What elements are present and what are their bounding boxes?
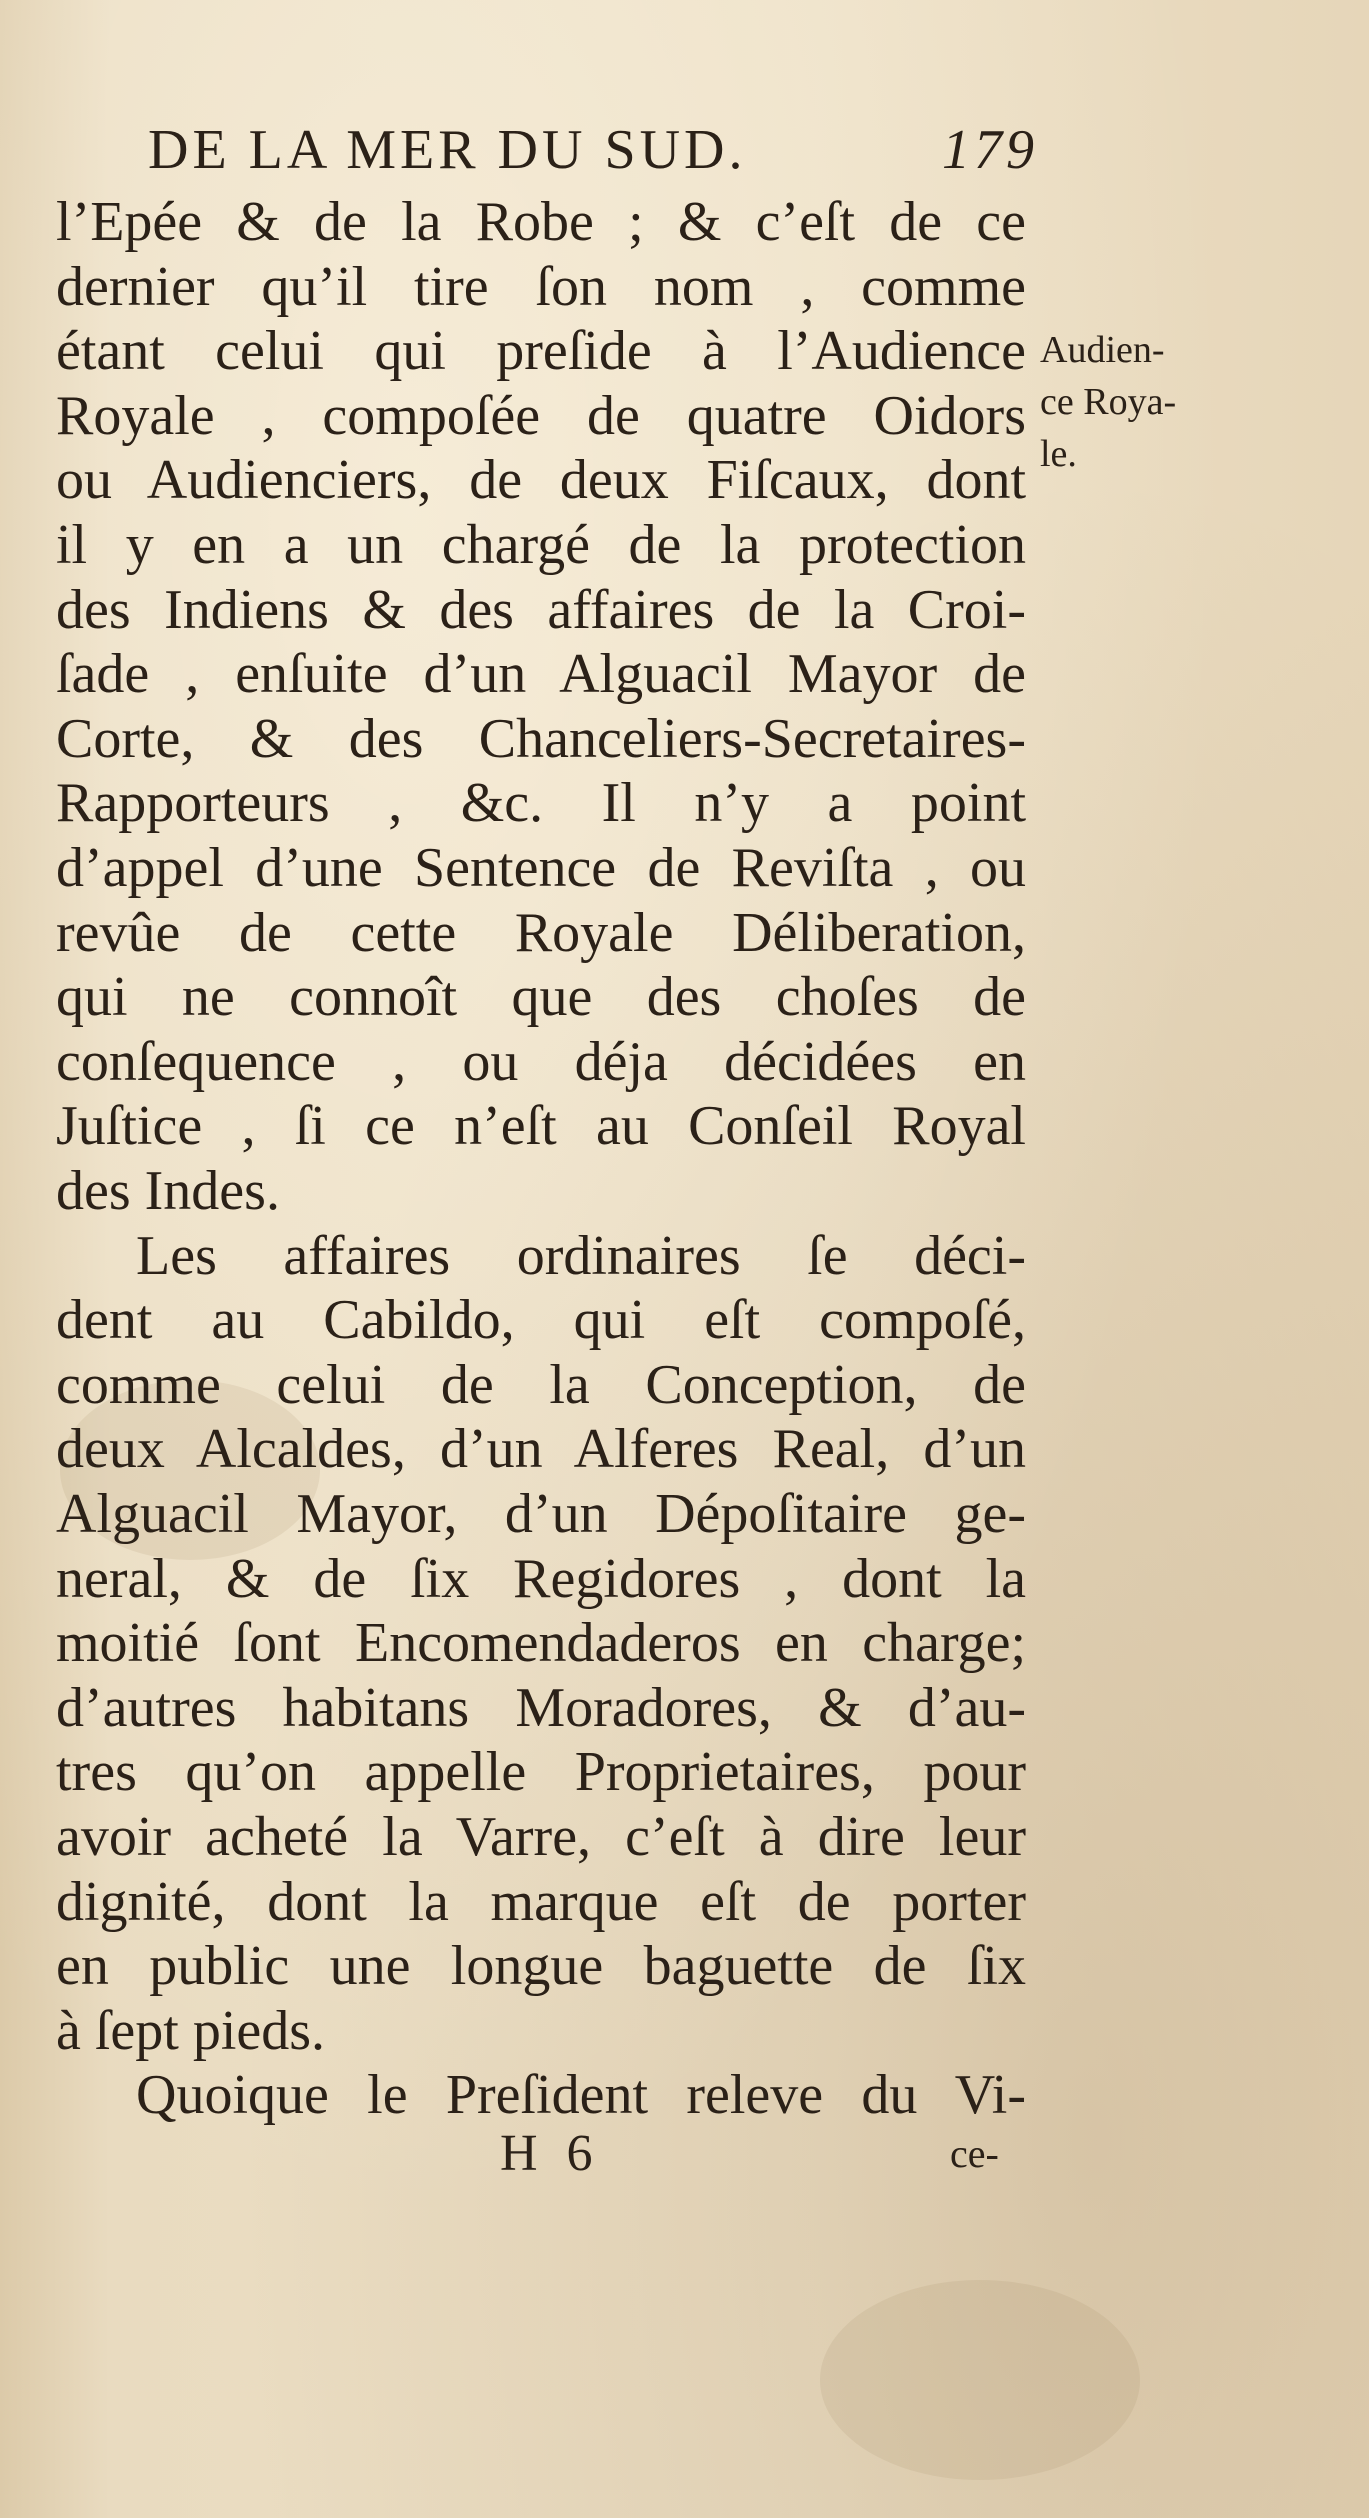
text-line: des Indiens & des affaires de la Croi-	[56, 578, 1026, 641]
signature-mark: H 6	[500, 2125, 601, 2182]
margin-note-line: Audien-	[1040, 329, 1165, 371]
text-line: tres qu’on appelle Proprietaires, pour	[56, 1741, 1026, 1804]
text-line: Les affaires ordinaires ſe déci-	[136, 1224, 1026, 1287]
text-line: l’Epée & de la Robe ; & c’eſt de ce	[56, 191, 1026, 253]
text-line: avoir acheté la Varre, c’eſt à dire leur	[56, 1806, 1026, 1868]
text-line: Juſtice , ſi ce n’eſt au Conſeil Royal	[56, 1095, 1026, 1158]
text-line: dernier qu’il tire ſon nom , comme	[56, 255, 1026, 318]
paper-stain	[820, 2280, 1140, 2480]
text-line: moitié ſont Encomendaderos en charge;	[56, 1612, 1026, 1675]
catchword: ce-	[950, 2131, 999, 2176]
text-line: des Indes.	[56, 1160, 280, 1222]
text-line: Alguacil Mayor, d’un Dépoſitaire ge-	[56, 1483, 1026, 1545]
text-line: revûe de cette Royale Déliberation,	[56, 901, 1026, 964]
page-number: 179	[942, 119, 1038, 181]
text-line: à ſept pieds.	[56, 1999, 326, 2062]
text-line: Rapporteurs , &c. Il n’y a point	[56, 772, 1026, 835]
text-line: étant celui qui preſide à l’Audience	[56, 320, 1026, 383]
text-line: ſade , enſuite d’un Alguacil Mayor de	[56, 643, 1026, 706]
running-header	[148, 118, 1038, 188]
text-line: conſequence , ou déja décidées en	[56, 1030, 1026, 1093]
text-line: qui ne connoît que des choſes de	[56, 966, 1026, 1029]
text-line: en public une longue baguette de ſix	[56, 1935, 1026, 1998]
text-line: deux Alcaldes, d’un Alferes Real, d’un	[56, 1418, 1026, 1481]
text-line: ou Audienciers, de deux Fiſcaux, dont	[56, 449, 1026, 512]
text-line: Royale , compoſée de quatre Oidors	[56, 384, 1026, 447]
margin-note-line: le.	[1040, 433, 1077, 475]
text-line: neral, & de ſix Regidores , dont la	[56, 1547, 1026, 1610]
margin-note-line: ce Roya-	[1040, 381, 1177, 423]
text-line: Corte, & des Chanceliers-Secretaires-	[56, 707, 1026, 770]
text-line: Quoique le Preſident releve du Vi-	[136, 2064, 1026, 2127]
text-line: il y en a un chargé de la protection	[56, 514, 1026, 576]
text-line: d’appel d’une Sentence de Reviſta , ou	[56, 837, 1026, 899]
running-title: DE LA MER DU SUD.	[148, 119, 747, 181]
text-line: d’autres habitans Moradores, & d’au-	[56, 1676, 1026, 1739]
text-line: comme celui de la Conception, de	[56, 1353, 1026, 1416]
text-line: dignité, dont la marque eſt de porter	[56, 1870, 1026, 1933]
text-line: dent au Cabildo, qui eſt compoſé,	[56, 1289, 1026, 1352]
